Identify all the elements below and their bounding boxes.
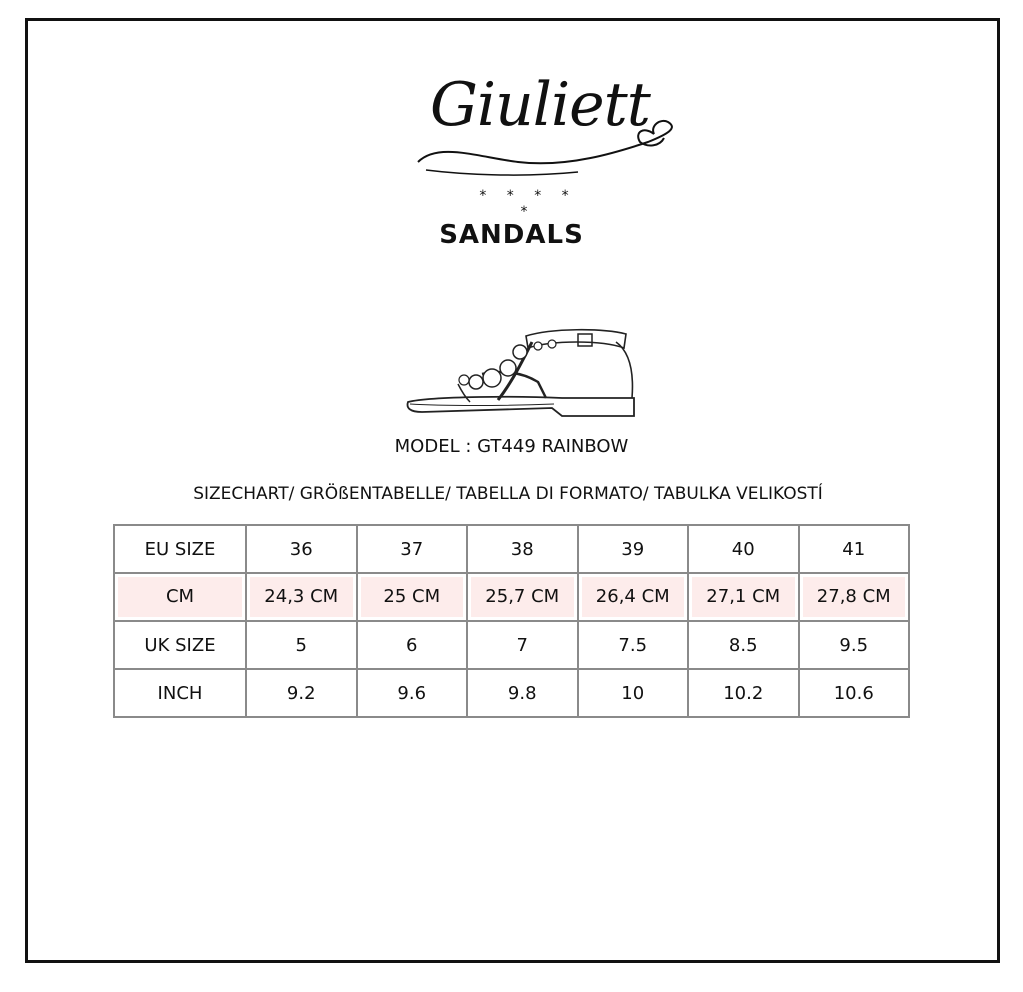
table-cell	[246, 573, 357, 621]
table-cell: 8.5	[688, 621, 799, 669]
table-cell: 7.5	[578, 621, 689, 669]
table-cell: 37	[357, 525, 468, 573]
table-cell: 39	[578, 525, 689, 573]
table-cell: 38	[467, 525, 578, 573]
logo-swash-icon	[398, 62, 688, 182]
table-cell: 10.2	[688, 669, 799, 717]
table-cell: 5	[246, 621, 357, 669]
row-label-cm	[114, 573, 246, 621]
table-cell	[799, 573, 910, 621]
table-cell	[688, 573, 799, 621]
table-cell	[467, 573, 578, 621]
table-cell	[578, 573, 689, 621]
table-cell: 7	[467, 621, 578, 669]
model-label: MODEL : GT449 RAINBOW	[394, 436, 629, 457]
brand-logo: Giuliett	[430, 70, 650, 140]
table-row-uk-size	[114, 621, 909, 669]
sandal-icon	[402, 322, 642, 420]
table-row-eu-size	[114, 525, 909, 573]
sizechart-heading: SIZECHART/ GRÖßENTABELLE/ TABELLA DI FORMATO/ TABULKA VELIKOSTÍ	[193, 484, 823, 504]
decorative-stars: * * * * *	[479, 188, 577, 220]
table-row-inch	[114, 669, 909, 717]
table-cell-text: 24,3 CM	[250, 577, 353, 617]
table-cell: 10.6	[799, 669, 910, 717]
table-cell: 6	[357, 621, 468, 669]
page-title: SANDALS	[439, 220, 584, 250]
table-cell: 9.5	[799, 621, 910, 669]
row-label-uk-size: UK SIZE	[114, 621, 246, 669]
table-cell-text: 27,8 CM	[803, 577, 906, 617]
table-cell: 9.2	[246, 669, 357, 717]
table-cell: 40	[688, 525, 799, 573]
table-cell	[357, 573, 468, 621]
size-table	[113, 524, 910, 718]
table-cell: 36	[246, 525, 357, 573]
table-cell-text: 26,4 CM	[582, 577, 685, 617]
table-cell: 9.6	[357, 669, 468, 717]
table-cell: 10	[578, 669, 689, 717]
table-cell: 9.8	[467, 669, 578, 717]
table-cell: 41	[799, 525, 910, 573]
table-cell-text: 25,7 CM	[471, 577, 574, 617]
row-label-cm-text: CM	[118, 577, 242, 617]
table-cell-text: 25 CM	[361, 577, 464, 617]
table-row-cm	[114, 573, 909, 621]
row-label-inch: INCH	[114, 669, 246, 717]
table-cell-text: 27,1 CM	[692, 577, 795, 617]
row-label-eu-size: EU SIZE	[114, 525, 246, 573]
